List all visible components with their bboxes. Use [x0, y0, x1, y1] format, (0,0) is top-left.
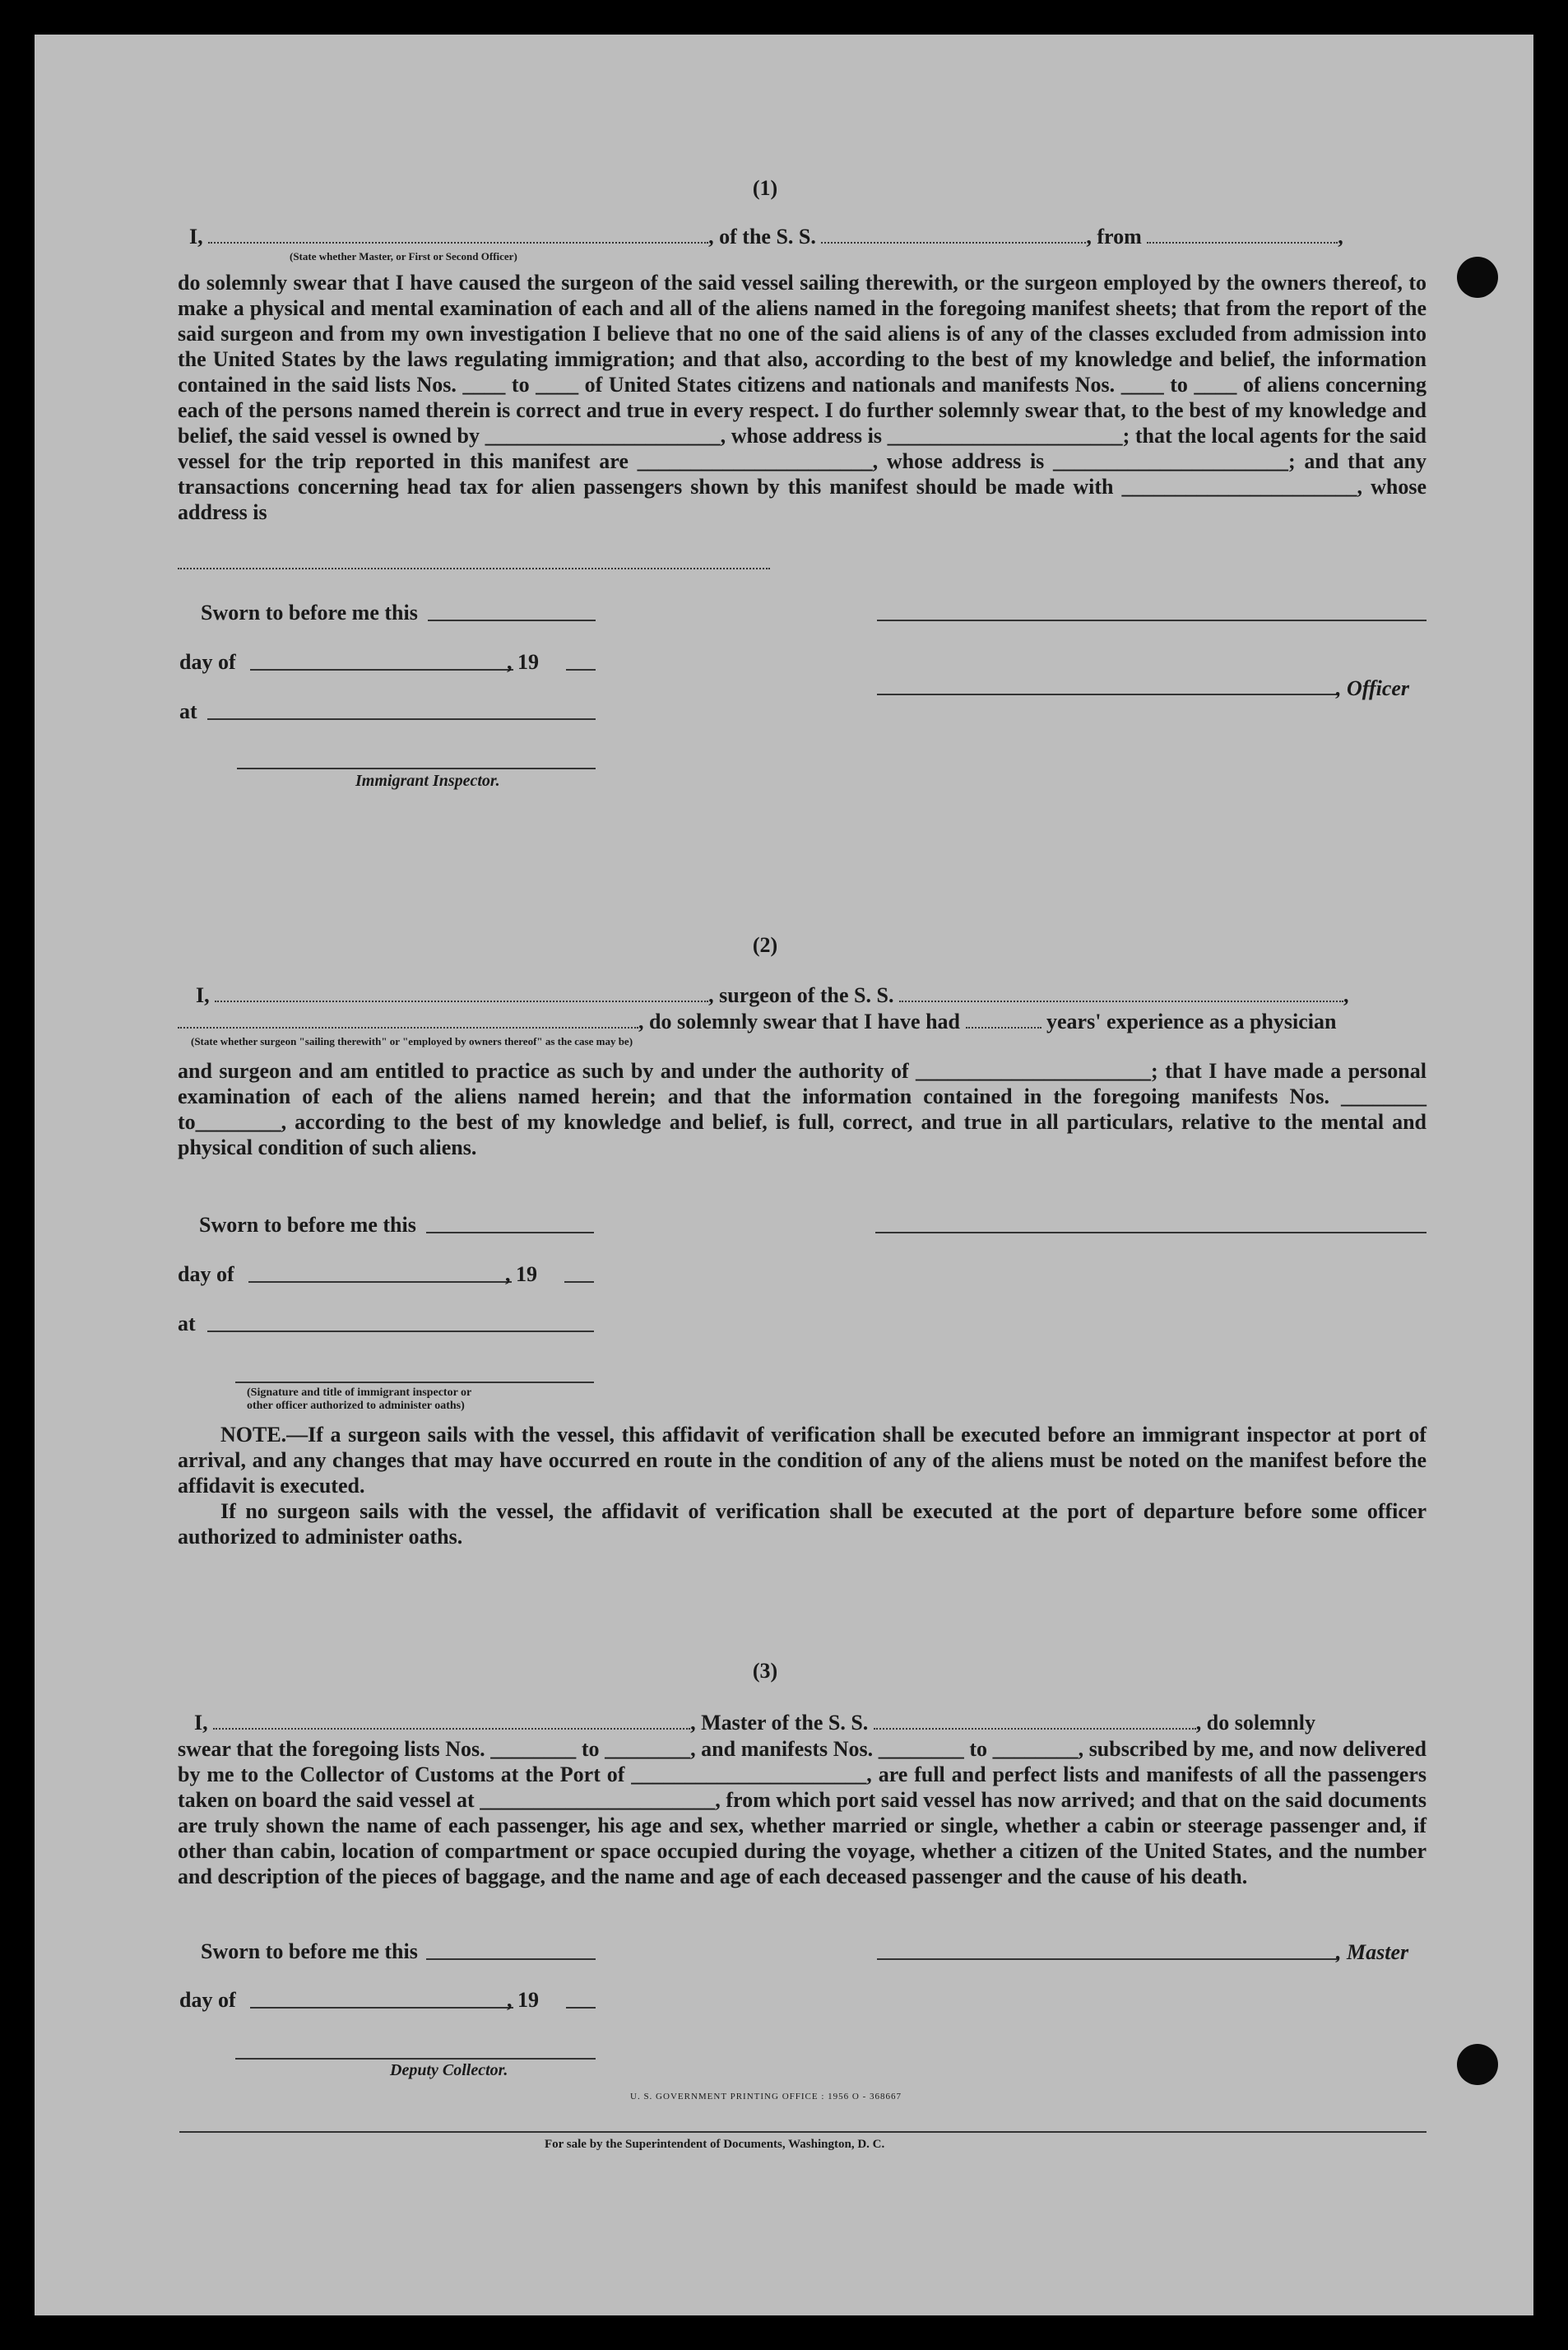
- s1-day-field[interactable]: [250, 669, 513, 671]
- s3-deputy-signature-line[interactable]: [235, 2058, 596, 2060]
- s2-signature-caption-1: (Signature and title of immigrant inspector or: [247, 1386, 472, 1399]
- s1-inspector-caption: Immigrant Inspector.: [355, 772, 500, 790]
- s1-state-caption: (State whether Master, or First or Second Officer): [290, 250, 517, 262]
- s3-master-name-field[interactable]: [213, 1710, 690, 1730]
- s2-years-field[interactable]: [966, 1009, 1041, 1029]
- s1-at-field[interactable]: [207, 718, 596, 720]
- printing-office-imprint: U. S. GOVERNMENT PRINTING OFFICE : 1956 O - 368667: [630, 2092, 902, 2102]
- s1-officer-title-line[interactable]: [877, 694, 1338, 695]
- s1-of-ss-label: , of the S. S.: [708, 225, 816, 248]
- s2-day-of-label: day of: [178, 1262, 234, 1286]
- section-1-first-line: I, , of the S. S. , from ,: [189, 225, 1343, 248]
- section-3-first-line: I, , Master of the S. S. , do solemnly: [194, 1711, 1315, 1735]
- s1-vessel-field[interactable]: [821, 224, 1086, 244]
- s2-sailing-status-field[interactable]: [178, 1009, 638, 1029]
- s1-day-of-label: day of: [179, 650, 236, 674]
- s1-year-label: , 19: [507, 650, 539, 674]
- s2-sworn-date-field[interactable]: [426, 1232, 594, 1233]
- s1-head-tax-address-field[interactable]: [178, 568, 770, 569]
- s2-surgeon-of-ss-label: , surgeon of the S. S.: [708, 983, 894, 1007]
- s2-signature-caption-2: other officer authorized to administer oaths): [247, 1400, 465, 1412]
- s1-officer-signature-line[interactable]: [877, 620, 1427, 621]
- s1-at-label: at: [179, 699, 197, 723]
- section-2-second-line: , do solemnly swear that I have had years' experience as a physician: [178, 1009, 1427, 1034]
- s3-master-signature-line[interactable]: [877, 1958, 1338, 1960]
- form-sheet: [35, 35, 1533, 2315]
- s2-at-field[interactable]: [207, 1331, 594, 1332]
- s2-vessel-field[interactable]: [899, 982, 1343, 1002]
- s2-note-2: If no surgeon sails with the vessel, the affidavit of verification shall be executed at the port of departure before some officer authorized to administer oaths.: [178, 1499, 1427, 1549]
- s2-surgeon-name-field[interactable]: [215, 982, 708, 1002]
- s3-year-field[interactable]: [566, 2007, 596, 2009]
- s1-i-label: I,: [189, 225, 203, 248]
- s1-sworn-date-field[interactable]: [428, 620, 596, 621]
- s2-day-field[interactable]: [248, 1281, 512, 1283]
- s1-from-label: , from: [1086, 225, 1142, 248]
- s3-vessel-field[interactable]: [874, 1710, 1196, 1730]
- s2-at-label: at: [178, 1312, 196, 1335]
- s1-officer-field[interactable]: [208, 224, 708, 244]
- s3-master-of-ss-label: , Master of the S. S.: [690, 1711, 869, 1735]
- s2-surgeon-signature-line[interactable]: [875, 1232, 1427, 1233]
- s2-inspector-signature-line[interactable]: [235, 1382, 594, 1383]
- s3-sworn-date-field[interactable]: [426, 1958, 596, 1960]
- s3-day-field[interactable]: [250, 2007, 513, 2009]
- s2-note-1: NOTE.—If a surgeon sails with the vessel, this affidavit of verification shall be executed before an immigrant inspector at port of arrival, and any changes that may have occurred en route in the condition of any of the aliens must be noted on the manifest before the affidavit is executed.: [178, 1423, 1427, 1498]
- section-2-first-line: I, , surgeon of the S. S. ,: [196, 983, 1349, 1007]
- s1-inspector-signature-line[interactable]: [237, 768, 596, 769]
- section-1-body: do solemnly swear that I have caused the surgeon of the said vessel sailing therewith, or the surgeon employed by the owners thereof, to make a physical and mental examination of each and all of the aliens named in the foregoing manifest sheets; that from the report of the said surgeon and from my own investigation I believe that no one of the said aliens is of any of the classes excluded from admission into the United States by the laws regulating immigration; and that also, according to the best of my knowledge and belief, the information contained in the said lists Nos. ____ to ____ of United States citizens and nationals and manifests Nos. ____ to ____ of aliens concerning each of the persons named therein is correct and true in every respect. I do further solemnly swear that, to the best of my knowledge and belief, the said vessel is owned by ______________________, whose address is ______________________; that the local agents for the said vessel for the trip reported in this manifest are ______________________, whose address is ______________________; and that any transactions concerning head tax for alien passengers shown by this manifest should be made with ______________________, whose address is: [178, 271, 1427, 524]
- s3-deputy-caption: Deputy Collector.: [390, 2061, 508, 2079]
- punch-hole-bottom: [1457, 2044, 1498, 2085]
- s3-day-of-label: day of: [179, 1988, 236, 2012]
- punch-hole-top: [1457, 257, 1498, 298]
- section-2-number: (2): [752, 933, 778, 957]
- s3-year-label: , 19: [507, 1988, 539, 2012]
- s1-officer-caption: , Officer: [1336, 676, 1410, 700]
- s1-from-field[interactable]: [1147, 224, 1338, 244]
- s2-sworn-label: Sworn to before me this: [199, 1213, 416, 1237]
- s3-sworn-label: Sworn to before me this: [201, 1939, 418, 1963]
- section-1-number: (1): [752, 176, 778, 200]
- footer-rule: [179, 2131, 1427, 2133]
- section-3-body: swear that the foregoing lists Nos. ________ to ________, and manifests Nos. ________ to ________, subscribed by me, and now delivered by me to the Collector of Customs at the Port of ______________________, are full and perfect lists and manifests of all the passengers taken on board the said vessel at ______________________, from which port said vessel has now arrived; and that on the said documents are truly shown the name of each passenger, his age and sex, whether married or single, whether a cabin or steerage passenger and, if other than cabin, location of compartment or space occupied during the voyage, whether a citizen of the United States, and the number and description of the pieces of baggage, and the name and age of each deceased passenger and the cause of his death.: [178, 1737, 1427, 1888]
- s1-year-field[interactable]: [566, 669, 596, 671]
- s2-year-label: , 19: [505, 1262, 537, 1286]
- s1-sworn-label: Sworn to before me this: [201, 601, 418, 625]
- s3-master-caption: , Master: [1336, 1940, 1409, 1964]
- section-2-body: and surgeon and am entitled to practice as such by and under the authority of ______________________; that I have made a personal examination of each of the aliens named herein; and that the information contained in the foregoing manifests Nos. ________ to________, according to the best of my knowledge and belief, is full, correct, and true in all particulars, relative to the mental and physical condition of such aliens.: [178, 1059, 1427, 1159]
- section-3-number: (3): [752, 1659, 778, 1683]
- s2-year-field[interactable]: [564, 1281, 594, 1283]
- s2-state-caption: (State whether surgeon "sailing therewith" or "employed by owners thereof" as the case may be): [191, 1035, 633, 1047]
- footer-for-sale: For sale by the Superintendent of Documents, Washington, D. C.: [545, 2138, 885, 2151]
